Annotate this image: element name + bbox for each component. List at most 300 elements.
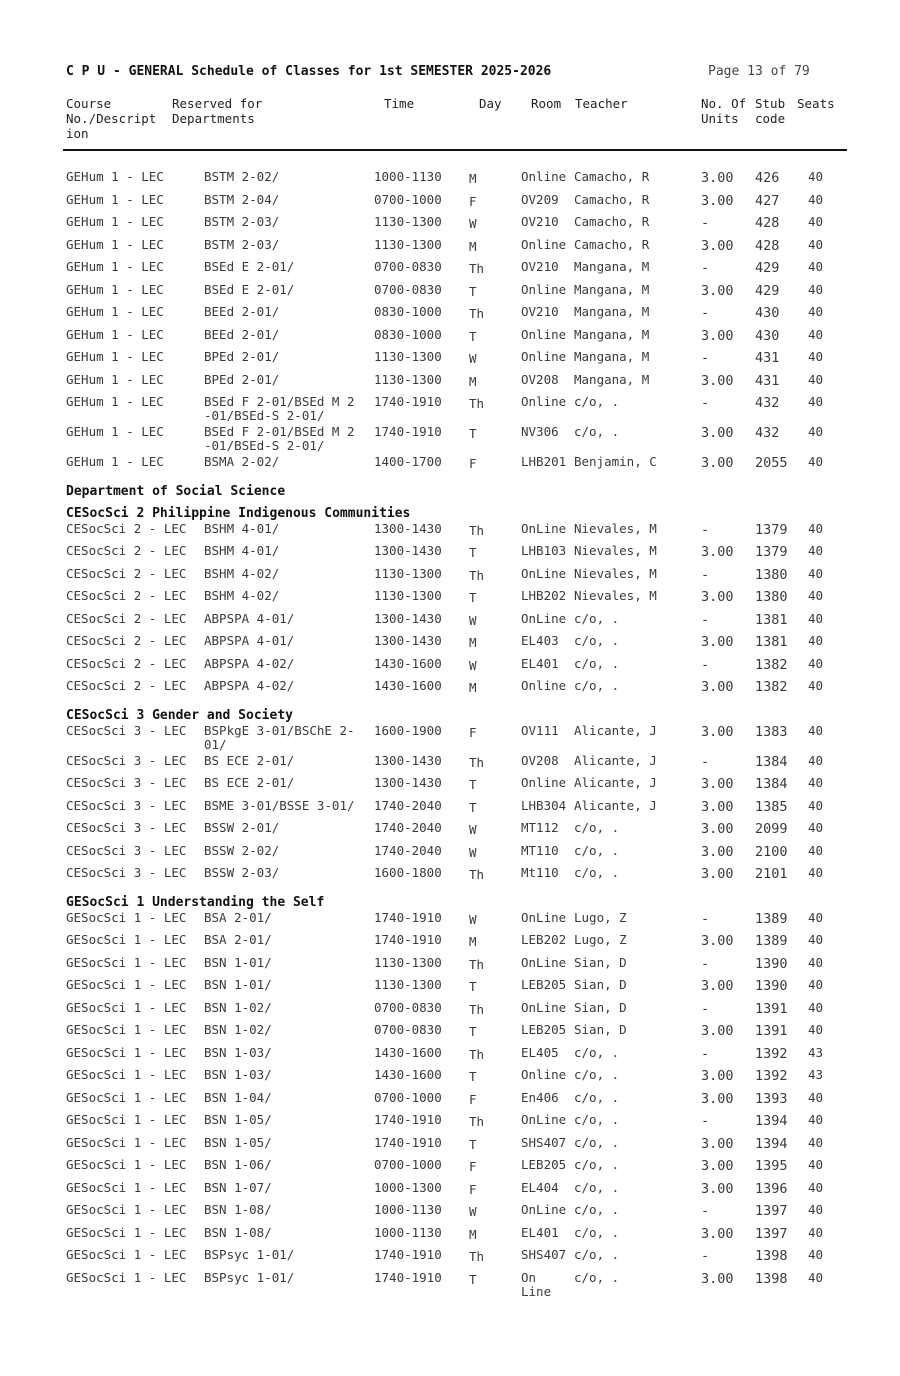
cell-room: OnLine xyxy=(521,954,567,970)
cell-stub: 426 xyxy=(755,170,780,186)
cell-stub: 1384 xyxy=(755,776,788,792)
cell-reserved: BS ECE 2-01/ xyxy=(204,775,295,790)
cell-units: - xyxy=(701,350,710,366)
cell-course: CESocSci 3 - LEC xyxy=(66,797,187,813)
cell-seats: 40 xyxy=(808,865,824,880)
cell-room: OnLine xyxy=(521,1202,567,1217)
cell-stub: 431 xyxy=(755,350,780,366)
cell-reserved: BSTM 2-03/ xyxy=(204,214,280,229)
cell-room: MT110 xyxy=(521,842,559,858)
cell-room: MT112 xyxy=(521,820,559,835)
cell-time: 1130-1300 xyxy=(374,588,442,603)
cell-course: GESocSci 1 - LEC xyxy=(66,1247,187,1262)
cell-stub: 2100 xyxy=(755,843,788,860)
cell-time: 1000-1300 xyxy=(374,1179,442,1195)
cell-reserved: BSEd E 2-01/ xyxy=(204,281,295,297)
cell-course: GESocSci 1 - LEC xyxy=(66,1134,187,1150)
cell-course: GESocSci 1 - LEC xyxy=(66,977,187,992)
cell-day: T xyxy=(469,1136,477,1152)
cell-teacher: Mangana, M xyxy=(574,349,650,364)
cell-day: M xyxy=(469,171,477,186)
cell-day: Th xyxy=(469,867,485,882)
cell-units: 3.00 xyxy=(701,634,734,650)
cell-course: CESocSci 2 - LEC xyxy=(66,565,187,581)
cell-day: W xyxy=(469,612,477,628)
cell-teacher: Nievales, M xyxy=(574,588,657,603)
cell-day: W xyxy=(469,1204,477,1219)
cell-course: GEHum 1 - LEC xyxy=(66,281,164,297)
cell-seats: 40 xyxy=(808,610,824,626)
cell-teacher: Mangana, M xyxy=(574,371,650,387)
cell-reserved: BSN 1-01/ xyxy=(204,977,272,992)
cell-course: CESocSci 3 - LEC xyxy=(66,722,187,738)
cell-units: - xyxy=(701,566,710,583)
col-header-teacher: Teacher xyxy=(575,96,628,111)
cell-seats: 40 xyxy=(808,752,824,768)
cell-stub: 1397 xyxy=(755,1225,788,1242)
cell-units: 3.00 xyxy=(701,798,734,815)
cell-room: OV208 xyxy=(521,371,559,387)
cell-units: 3.00 xyxy=(701,1023,734,1039)
cell-units: 3.00 xyxy=(701,679,734,695)
cell-room: LEB205 xyxy=(521,1157,567,1172)
cell-seats: 40 xyxy=(808,797,824,813)
cell-room: OV210 xyxy=(521,259,559,274)
cell-time: 1600-1900 xyxy=(374,722,442,738)
cell-teacher: c/o, . xyxy=(574,1202,620,1217)
cell-reserved: BSA 2-01/ xyxy=(204,932,272,947)
cell-course: GEHum 1 - LEC xyxy=(66,169,164,184)
cell-room: OnLine xyxy=(521,999,567,1015)
cell-units: 3.00 xyxy=(701,1180,734,1197)
cell-time: 0700-1000 xyxy=(374,191,442,207)
cell-room: Online xyxy=(521,775,567,790)
cell-day: Th xyxy=(469,1046,485,1062)
cell-room: EL405 xyxy=(521,1044,559,1060)
cell-reserved: BSN 1-06/ xyxy=(204,1157,272,1172)
cell-time: 1130-1300 xyxy=(374,565,442,581)
cell-course: GESocSci 1 - LEC xyxy=(66,1224,187,1240)
cell-teacher: c/o, . xyxy=(574,1112,620,1127)
cell-day: M xyxy=(469,238,477,254)
cell-teacher: Sian, D xyxy=(574,999,627,1015)
cell-day: Th xyxy=(469,522,485,538)
cell-units: 3.00 xyxy=(701,1135,734,1152)
cell-stub: 1381 xyxy=(755,611,788,628)
cell-time: 1300-1430 xyxy=(374,543,442,558)
cell-time: 0700-0830 xyxy=(374,281,442,297)
cell-reserved: BSSW 2-02/ xyxy=(204,842,280,858)
cell-time: 1740-1910 xyxy=(374,1269,442,1285)
cell-time: 1130-1300 xyxy=(374,954,442,970)
cell-stub: 1384 xyxy=(755,753,788,770)
cell-time: 0830-1000 xyxy=(374,304,442,319)
cell-day: Th xyxy=(469,1001,485,1017)
cell-stub: 1394 xyxy=(755,1113,788,1129)
cell-day: M xyxy=(469,635,477,650)
cell-reserved: BSMA 2-02/ xyxy=(204,454,280,469)
cell-units: 3.00 xyxy=(701,327,734,344)
cell-teacher: Lugo, Z xyxy=(574,909,627,925)
cell-stub: 1383 xyxy=(755,723,788,740)
cell-stub: 428 xyxy=(755,237,780,254)
cell-seats: 40 xyxy=(808,304,824,319)
cell-teacher: c/o, . xyxy=(574,842,620,858)
col-header-time: Time xyxy=(384,96,415,111)
cell-time: 1740-2040 xyxy=(374,820,442,835)
cell-course: GEHum 1 - LEC xyxy=(66,424,164,439)
cell-day: Th xyxy=(469,261,485,276)
cell-time: 1430-1600 xyxy=(374,1067,442,1082)
cell-course: CESocSci 3 - LEC xyxy=(66,775,187,790)
cell-units: 3.00 xyxy=(701,170,734,186)
cell-reserved: BS ECE 2-01/ xyxy=(204,752,295,768)
cell-time: 1300-1430 xyxy=(374,520,442,536)
cell-room: Online xyxy=(521,281,567,297)
cell-stub: 430 xyxy=(755,327,780,344)
cell-seats: 40 xyxy=(808,371,824,387)
cell-units: - xyxy=(701,1000,710,1017)
cell-stub: 1379 xyxy=(755,544,788,560)
cell-units: - xyxy=(701,260,710,276)
cell-day: W xyxy=(469,911,477,927)
cell-seats: 43 xyxy=(808,1067,824,1082)
cell-seats: 40 xyxy=(808,281,824,297)
cell-time: 1430-1600 xyxy=(374,1044,442,1060)
cell-course: GESocSci 1 - LEC xyxy=(66,932,187,947)
col-header-units: No. Of Units xyxy=(701,96,747,126)
cell-stub: 1382 xyxy=(755,656,788,673)
cell-seats: 40 xyxy=(808,775,824,790)
cell-course: GESocSci 1 - LEC xyxy=(66,1112,187,1127)
col-header-course: Course No./Descript ion xyxy=(66,96,157,141)
cell-teacher: Sian, D xyxy=(574,977,627,992)
page-number: Page 13 of 79 xyxy=(708,64,810,79)
cell-teacher: Mangana, M xyxy=(574,281,650,297)
cell-room: OnLine xyxy=(521,565,567,581)
cell-course: GESocSci 1 - LEC xyxy=(66,1067,187,1082)
cell-room: EL401 xyxy=(521,1224,559,1240)
cell-units: - xyxy=(701,395,710,411)
cell-units: 3.00 xyxy=(701,544,734,560)
cell-seats: 40 xyxy=(808,394,824,409)
cell-seats: 40 xyxy=(808,454,824,469)
cell-teacher: Nievales, M xyxy=(574,520,657,536)
cell-day: T xyxy=(469,979,477,994)
cell-reserved: BSME 3-01/BSSE 3-01/ xyxy=(204,797,355,813)
cell-seats: 40 xyxy=(808,977,824,992)
cell-course: CESocSci 3 - LEC xyxy=(66,865,187,880)
cell-teacher: Mangana, M xyxy=(574,304,650,319)
cell-teacher: c/o, . xyxy=(574,1157,620,1172)
cell-time: 0700-0830 xyxy=(374,999,442,1015)
cell-units: 3.00 xyxy=(701,723,734,740)
cell-units: 3.00 xyxy=(701,192,734,209)
cell-course: GEHum 1 - LEC xyxy=(66,454,164,469)
cell-teacher: Mangana, M xyxy=(574,259,650,274)
cell-time: 1130-1300 xyxy=(374,349,442,364)
cell-seats: 40 xyxy=(808,1202,824,1217)
cell-seats: 40 xyxy=(808,655,824,671)
cell-time: 1130-1300 xyxy=(374,977,442,992)
cell-seats: 40 xyxy=(808,1112,824,1127)
cell-teacher: c/o, . xyxy=(574,1044,620,1060)
cell-time: 1300-1430 xyxy=(374,633,442,648)
cell-seats: 40 xyxy=(808,169,824,184)
cell-stub: 432 xyxy=(755,425,780,441)
cell-course: CESocSci 2 - LEC xyxy=(66,655,187,671)
cell-units: 3.00 xyxy=(701,1270,734,1287)
cell-day: W xyxy=(469,844,477,860)
cell-time: 0700-1000 xyxy=(374,1157,442,1172)
cell-stub: 1390 xyxy=(755,978,788,994)
cell-time: 1740-1910 xyxy=(374,1247,442,1262)
cell-seats: 40 xyxy=(808,678,824,693)
cell-course: CESocSci 2 - LEC xyxy=(66,610,187,626)
cell-course: GESocSci 1 - LEC xyxy=(66,1269,187,1285)
cell-stub: 1380 xyxy=(755,566,788,583)
cell-stub: 1381 xyxy=(755,634,788,650)
cell-stub: 1391 xyxy=(755,1000,788,1017)
cell-seats: 40 xyxy=(808,1134,824,1150)
cell-units: 3.00 xyxy=(701,1090,734,1107)
cell-reserved: BSEd E 2-01/ xyxy=(204,259,295,274)
cell-units: 3.00 xyxy=(701,933,734,949)
cell-time: 1130-1300 xyxy=(374,236,442,252)
cell-time: 1740-1910 xyxy=(374,1112,442,1127)
col-header-seats: Seats xyxy=(797,96,835,111)
cell-units: 3.00 xyxy=(701,455,734,471)
cell-day: F xyxy=(469,724,477,740)
cell-seats: 40 xyxy=(808,1269,824,1285)
cell-reserved: BSN 1-02/ xyxy=(204,1022,272,1037)
cell-course: GESocSci 1 - LEC xyxy=(66,999,187,1015)
cell-teacher: Alicante, J xyxy=(574,722,657,738)
cell-reserved: BSN 1-01/ xyxy=(204,954,272,970)
cell-day: T xyxy=(469,1069,477,1084)
cell-room: LHB304 xyxy=(521,797,567,813)
cell-reserved: BSHM 4-02/ xyxy=(204,565,280,581)
cell-room: Online xyxy=(521,236,567,252)
cell-time: 0700-0830 xyxy=(374,259,442,274)
cell-units: 3.00 xyxy=(701,821,734,837)
cell-seats: 40 xyxy=(808,932,824,947)
cell-stub: 428 xyxy=(755,215,780,231)
cell-stub: 2099 xyxy=(755,821,788,837)
cell-room: OV111 xyxy=(521,722,559,738)
cell-reserved: ABPSPA 4-01/ xyxy=(204,633,295,648)
cell-seats: 40 xyxy=(808,588,824,603)
cell-time: 1740-1910 xyxy=(374,394,442,409)
cell-reserved: BSHM 4-01/ xyxy=(204,543,280,558)
cell-day: W xyxy=(469,657,477,673)
cell-time: 1300-1430 xyxy=(374,775,442,790)
cell-units: 3.00 xyxy=(701,1225,734,1242)
col-header-stub: Stub code xyxy=(755,96,786,126)
cell-stub: 1382 xyxy=(755,679,788,695)
cell-course: CESocSci 2 - LEC xyxy=(66,520,187,536)
cell-course: GESocSci 1 - LEC xyxy=(66,954,187,970)
cell-time: 1130-1300 xyxy=(374,371,442,387)
cell-day: T xyxy=(469,426,477,441)
cell-room: Online xyxy=(521,169,567,184)
cell-day: F xyxy=(469,1159,477,1174)
section-heading: Department of Social Science xyxy=(66,483,286,499)
cell-teacher: c/o, . xyxy=(574,394,620,409)
cell-reserved: ABPSPA 4-02/ xyxy=(204,678,295,693)
cell-units: - xyxy=(701,611,710,628)
cell-teacher: Nievales, M xyxy=(574,565,657,581)
col-header-reserved: Reserved for Departments xyxy=(172,96,263,126)
cell-course: GESocSci 1 - LEC xyxy=(66,1202,187,1217)
cell-reserved: BSEd F 2-01/BSEd M 2 -01/BSEd-S 2-01/ xyxy=(204,394,355,423)
cell-time: 0700-0830 xyxy=(374,1022,442,1037)
cell-teacher: Camacho, R xyxy=(574,169,650,184)
cell-reserved: BSPsyc 1-01/ xyxy=(204,1269,295,1285)
cell-day: Th xyxy=(469,754,485,770)
cell-room: On Line xyxy=(521,1269,552,1299)
cell-time: 1400-1700 xyxy=(374,454,442,469)
cell-reserved: BEEd 2-01/ xyxy=(204,326,280,342)
cell-stub: 2055 xyxy=(755,455,788,471)
cell-day: Th xyxy=(469,306,485,321)
cell-room: OV209 xyxy=(521,191,559,207)
cell-teacher: Camacho, R xyxy=(574,191,650,207)
cell-stub: 2101 xyxy=(755,866,788,882)
cell-units: 3.00 xyxy=(701,1068,734,1084)
cell-time: 1740-2040 xyxy=(374,842,442,858)
cell-stub: 1397 xyxy=(755,1203,788,1219)
cell-course: CESocSci 3 - LEC xyxy=(66,820,187,835)
cell-seats: 40 xyxy=(808,820,824,835)
cell-course: GEHum 1 - LEC xyxy=(66,304,164,319)
cell-units: - xyxy=(701,1045,710,1062)
cell-teacher: c/o, . xyxy=(574,865,620,880)
cell-reserved: BSTM 2-02/ xyxy=(204,169,280,184)
cell-teacher: Benjamin, C xyxy=(574,454,657,469)
cell-room: OnLine xyxy=(521,1112,567,1127)
cell-stub: 1396 xyxy=(755,1180,788,1197)
cell-room: OV210 xyxy=(521,214,559,229)
cell-seats: 40 xyxy=(808,543,824,558)
cell-time: 1300-1430 xyxy=(374,610,442,626)
cell-teacher: Alicante, J xyxy=(574,775,657,790)
cell-units: - xyxy=(701,521,710,538)
cell-day: T xyxy=(469,1024,477,1039)
cell-units: - xyxy=(701,656,710,673)
cell-seats: 40 xyxy=(808,999,824,1015)
cell-stub: 1398 xyxy=(755,1270,788,1287)
cell-units: - xyxy=(701,1248,710,1264)
cell-units: 3.00 xyxy=(701,978,734,994)
cell-stub: 1380 xyxy=(755,589,788,605)
section-heading: CESocSci 3 Gender and Society xyxy=(66,707,293,723)
cell-units: - xyxy=(701,305,710,321)
cell-teacher: c/o, . xyxy=(574,1134,620,1150)
cell-units: 3.00 xyxy=(701,866,734,882)
cell-teacher: Sian, D xyxy=(574,1022,627,1037)
cell-room: LHB202 xyxy=(521,588,567,603)
cell-room: LEB202 xyxy=(521,932,567,947)
cell-course: GEHum 1 - LEC xyxy=(66,349,164,364)
cell-seats: 40 xyxy=(808,565,824,581)
cell-day: Th xyxy=(469,1249,485,1264)
cell-reserved: BEEd 2-01/ xyxy=(204,304,280,319)
cell-stub: 1393 xyxy=(755,1090,788,1107)
cell-stub: 429 xyxy=(755,260,780,276)
cell-day: T xyxy=(469,283,477,299)
cell-room: En406 xyxy=(521,1089,559,1105)
cell-teacher: c/o, . xyxy=(574,1247,620,1262)
cell-stub: 1385 xyxy=(755,798,788,815)
cell-reserved: BSN 1-04/ xyxy=(204,1089,272,1105)
cell-stub: 1392 xyxy=(755,1068,788,1084)
cell-day: F xyxy=(469,193,477,209)
cell-room: Online xyxy=(521,678,567,693)
cell-seats: 40 xyxy=(808,842,824,858)
cell-seats: 40 xyxy=(808,633,824,648)
cell-course: GESocSci 1 - LEC xyxy=(66,1179,187,1195)
cell-room: LHB201 xyxy=(521,454,567,469)
cell-day: T xyxy=(469,590,477,605)
cell-day: T xyxy=(469,328,477,344)
cell-reserved: ABPSPA 4-02/ xyxy=(204,655,295,671)
cell-day: M xyxy=(469,373,477,389)
cell-seats: 40 xyxy=(808,236,824,252)
cell-stub: 430 xyxy=(755,305,780,321)
cell-seats: 40 xyxy=(808,722,824,738)
cell-stub: 1379 xyxy=(755,521,788,538)
cell-room: NV306 xyxy=(521,424,559,439)
cell-teacher: Camacho, R xyxy=(574,236,650,252)
cell-day: F xyxy=(469,456,477,471)
cell-teacher: c/o, . xyxy=(574,1224,620,1240)
cell-day: M xyxy=(469,934,477,949)
cell-teacher: c/o, . xyxy=(574,424,620,439)
cell-seats: 40 xyxy=(808,259,824,274)
cell-room: OV208 xyxy=(521,752,559,768)
cell-course: CESocSci 2 - LEC xyxy=(66,588,187,603)
cell-time: 1740-2040 xyxy=(374,797,442,813)
page-title: C P U - GENERAL Schedule of Classes for 1st SEMESTER 2025-2026 xyxy=(66,64,552,79)
cell-reserved: BSPkgE 3-01/BSChE 2- 01/ xyxy=(204,722,355,752)
cell-room: EL404 xyxy=(521,1179,559,1195)
cell-day: T xyxy=(469,777,477,792)
cell-reserved: BSSW 2-03/ xyxy=(204,865,280,880)
cell-teacher: Mangana, M xyxy=(574,326,650,342)
cell-teacher: c/o, . xyxy=(574,655,620,671)
cell-seats: 40 xyxy=(808,520,824,536)
cell-room: Online xyxy=(521,326,567,342)
cell-course: CESocSci 2 - LEC xyxy=(66,633,187,648)
cell-seats: 40 xyxy=(808,214,824,229)
cell-stub: 427 xyxy=(755,192,780,209)
cell-course: GEHum 1 - LEC xyxy=(66,326,164,342)
cell-teacher: c/o, . xyxy=(574,633,620,648)
cell-stub: 1395 xyxy=(755,1158,788,1174)
cell-time: 1740-1910 xyxy=(374,932,442,947)
cell-units: 3.00 xyxy=(701,843,734,860)
cell-units: - xyxy=(701,910,710,927)
cell-day: Th xyxy=(469,396,485,411)
cell-units: - xyxy=(701,215,710,231)
cell-seats: 40 xyxy=(808,954,824,970)
cell-reserved: BSN 1-07/ xyxy=(204,1179,272,1195)
cell-room: Online xyxy=(521,349,567,364)
cell-stub: 1394 xyxy=(755,1135,788,1152)
cell-course: GEHum 1 - LEC xyxy=(66,259,164,274)
cell-seats: 40 xyxy=(808,909,824,925)
